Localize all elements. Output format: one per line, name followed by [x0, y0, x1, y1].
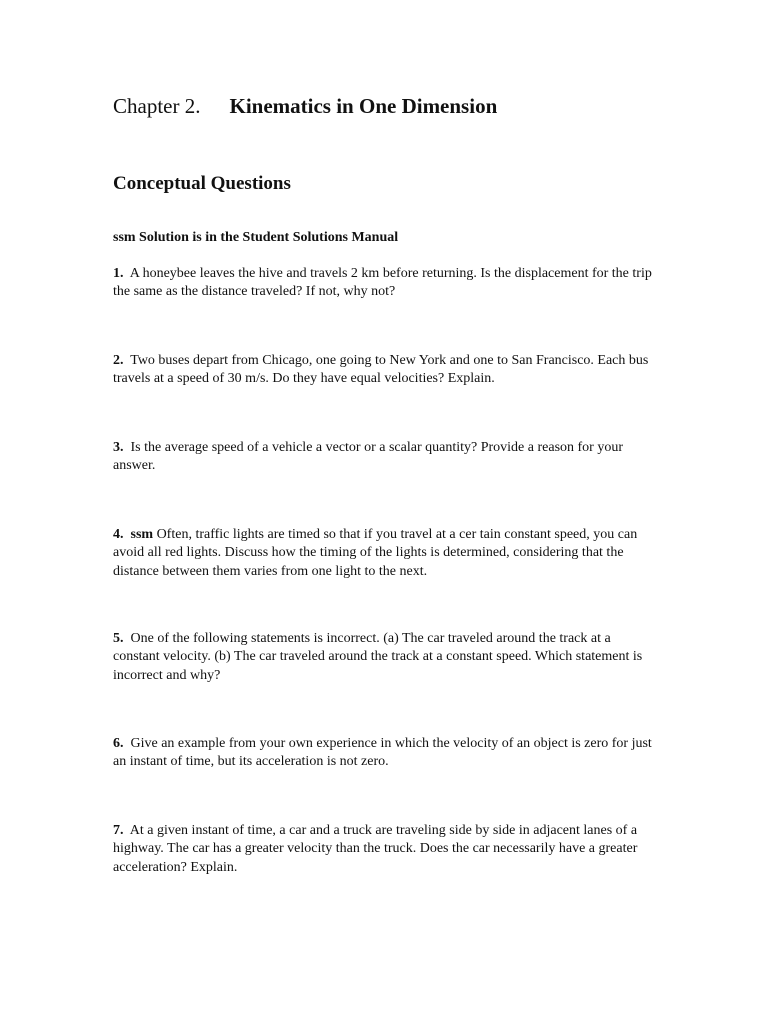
- ssm-tag: ssm: [130, 527, 154, 542]
- question-text: One of the following statements is incorrect. (a) The car traveled around the track at a constant velocity. (b) The car traveled around the track at a constant speed. Which statement is incorrect and why?: [113, 631, 643, 683]
- question-6: [113, 735, 658, 772]
- question-number: 5.: [113, 631, 124, 646]
- question-text: Two buses depart from Chicago, one going to New York and one to San Francisco. Each bus travels at a speed of 30 m/s. Do they have equal velocities? Explain.: [113, 353, 649, 387]
- section-heading: Conceptual Questions: [113, 173, 291, 194]
- question-number: 2.: [113, 353, 124, 368]
- chapter-heading: [113, 92, 497, 120]
- solutions-manual-note: ssm Solution is in the Student Solutions Manual: [113, 230, 399, 245]
- question-1: [113, 265, 658, 302]
- question-number: 1.: [113, 266, 124, 281]
- question-3: [113, 439, 658, 476]
- question-2: [113, 352, 658, 389]
- question-text: A honeybee leaves the hive and travels 2 km before returning. Is the displacement for the trip the same as the distance traveled? If not, why not?: [113, 266, 652, 300]
- question-text: At a given instant of time, a car and a truck are traveling side by side in adjacent lanes of a highway. The car has a greater velocity than the truck. Does the car necessarily have a greater acceleration? Explain.: [113, 823, 638, 875]
- question-number: 3.: [113, 440, 124, 455]
- question-number: 7.: [113, 823, 124, 838]
- question-text: Often, traffic lights are timed so that if you travel at a cer tain constant speed, you can avoid all red lights. Discuss how the timing of the lights is determined, considering that the distance between them varies from one light to the next.: [113, 527, 638, 579]
- question-7: [113, 822, 658, 877]
- question-text: Give an example from your own experience in which the velocity of an object is zero for just an instant of time, but its acceleration is not zero.: [113, 736, 652, 770]
- question-4: [113, 526, 658, 581]
- question-5: [113, 630, 658, 685]
- chapter-title: Kinematics in One Dimension: [229, 94, 498, 118]
- question-number: 6.: [113, 736, 124, 751]
- question-text: Is the average speed of a vehicle a vector or a scalar quantity? Provide a reason for your answer.: [113, 440, 624, 474]
- question-number: 4.: [113, 527, 124, 542]
- chapter-number: Chapter 2.: [113, 94, 201, 118]
